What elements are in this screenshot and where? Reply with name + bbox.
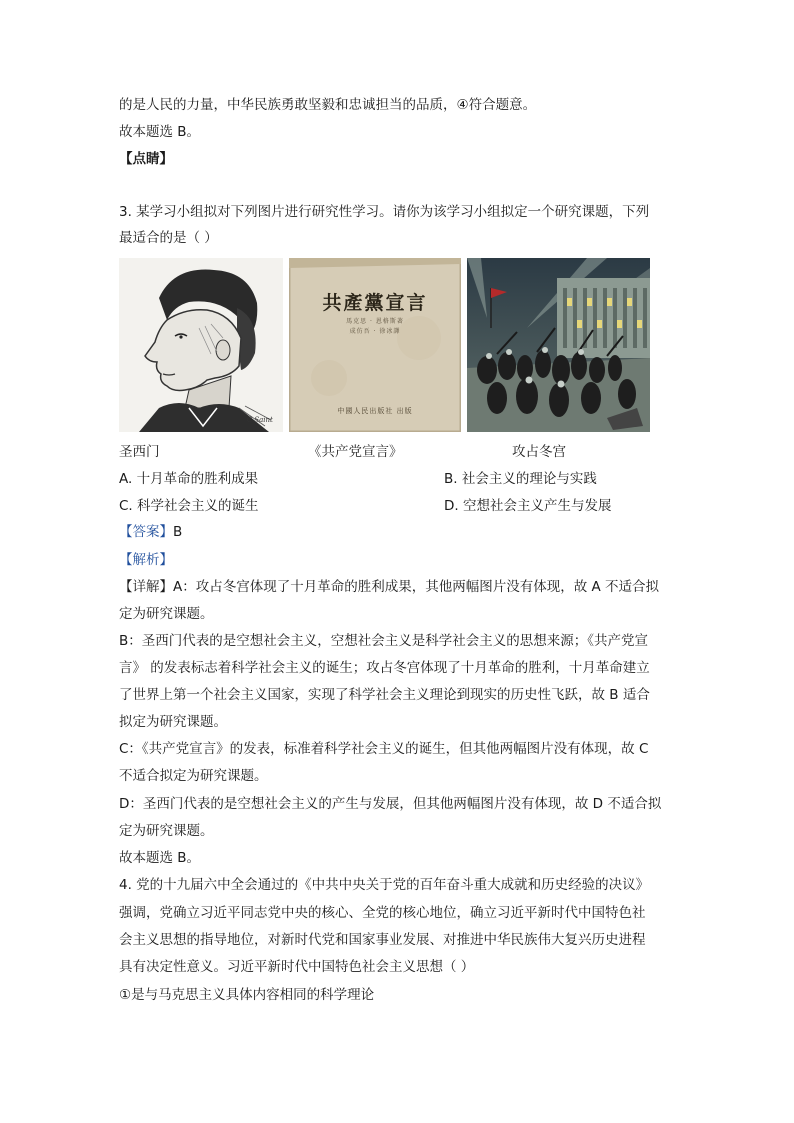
- detail-line: 定为研究课题。: [119, 606, 214, 622]
- question4-line: 4. 党的十九届六中全会通过的《中共中央关于党的百年奋斗重大成就和历史经验的决议》: [119, 877, 650, 893]
- question3-stem-line1: 3. 某学习小组拟对下列图片进行研究性学习。请你为该学习小组拟定一个研究课题，下列: [119, 204, 650, 220]
- analysis-tag: 【解析】: [119, 552, 173, 568]
- book-translators: 成仿吾 · 徐冰譯: [349, 328, 401, 335]
- detail-line: 言》 的发表标志着科学社会主义的诞生；攻占冬宫体现了十月革命的胜利，十月革命建立: [119, 660, 650, 676]
- communist-manifesto-cover-image: [289, 258, 461, 432]
- detail-line: [119, 578, 659, 596]
- detail-line: 故本题选 B。: [119, 850, 201, 866]
- book-authors: 馬克思 · 恩格斯著: [346, 318, 404, 325]
- detail-line: D：圣西门代表的是空想社会主义的产生与发展，但其他两幅图片没有体现，故 D 不适合拟: [119, 796, 662, 812]
- storming-winter-palace-image: [467, 258, 650, 432]
- option-b: B. 社会主义的理论与实践: [444, 471, 597, 487]
- detail-line: C：《共产党宣言》的发表，标准着科学社会主义的诞生，但其他两幅图片没有体现，故 C: [119, 741, 649, 757]
- paragraph-answer-choice: 故本题选 B。: [119, 124, 201, 140]
- question3-stem-line2: 最适合的是（ ）: [119, 230, 218, 246]
- detail-line: 拟定为研究课题。: [119, 714, 227, 730]
- detail-tag: 【详解】: [119, 579, 173, 595]
- question4-line: 会主义思想的指导地位，对新时代党和国家事业发展、对推进中华民族伟大复兴历史进程: [119, 932, 646, 948]
- detail-line: 不适合拟定为研究课题。: [119, 768, 268, 784]
- option-d: D. 空想社会主义产生与发展: [444, 498, 612, 514]
- question4-line: 强调，党确立习近平同志党中央的核心、全党的核心地位，确立习近平新时代中国特色社: [119, 905, 646, 921]
- caption-saint-simon: 圣西门: [119, 444, 160, 460]
- book-publisher: 中國人民出版社 出版: [337, 407, 413, 415]
- answer-line: [119, 523, 182, 541]
- svg-text:C.Saint: C.Saint: [247, 416, 273, 424]
- detail-text: A：攻占冬宫体现了十月革命的胜利成果，其他两幅图片没有体现，故 A 不适合拟: [173, 579, 660, 595]
- saint-simon-portrait-image: [119, 258, 283, 432]
- option-c: C. 科学社会主义的诞生: [119, 498, 259, 514]
- question4-line: ①是与马克思主义具体内容相同的科学理论: [119, 987, 375, 1003]
- detail-line: 定为研究课题。: [119, 823, 214, 839]
- detail-line: B：圣西门代表的是空想社会主义，空想社会主义是科学社会主义的思想来源；《共产党宣: [119, 633, 649, 649]
- detail-line: 了世界上第一个社会主义国家，实现了科学社会主义理论到现实的历史性飞跃，故 B 适合: [119, 687, 650, 703]
- option-a: A. 十月革命的胜利成果: [119, 471, 259, 487]
- paragraph-conclusion: 的是人民的力量，中华民族勇敢坚毅和忠诚担当的品质，④符合题意。: [119, 97, 537, 113]
- answer-tag: 【答案】: [119, 524, 173, 540]
- book-title: 共產黨宣言: [322, 292, 428, 314]
- caption-winter-palace: 攻占冬宫: [512, 444, 566, 460]
- caption-manifesto: 《共产党宣言》: [308, 444, 403, 460]
- question4-line: 具有决定性意义。习近平新时代中国特色社会主义思想（ ）: [119, 959, 475, 975]
- answer-value: B: [173, 524, 183, 540]
- dianjing-heading: 【点睛】: [119, 151, 173, 167]
